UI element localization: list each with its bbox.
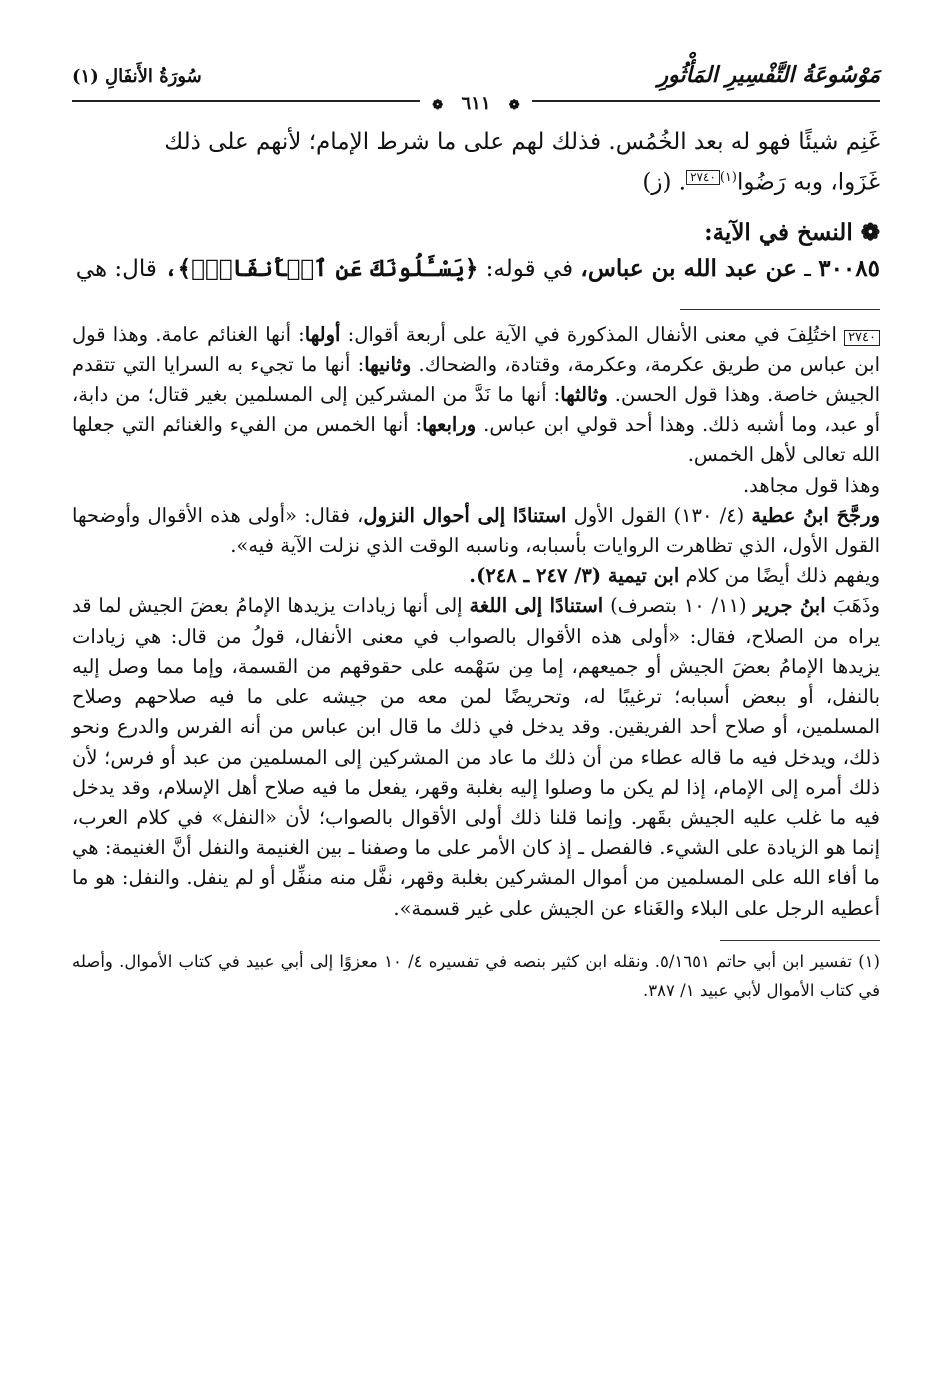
- commentary-bold: استنادًا إلى أحوال النزول: [363, 503, 567, 527]
- commentary-text: إلى أنها زيادات يزيدها الإمامُ بعضَ الجيش لما قد يراه من الصلاح، فقال: «أولى هذه الأقوال بالصواب في معنى الأنفال، قولُ من قال: هي زيادات يزيدها الإمامُ بعضَ الجيش أو جميعهم، إما مِن سَهْمه على حقوقهم من القسمة، وإما مما وصل إليه بالنفل، أو ببعض أسبابه؛ ترغيبًا له، وتحريضًا لمن معه من جيشه على ما فيه صلاحهم وصلاح المسلمين، أو صلاح أحد الفريقين. وقد يدخل في ذلك ما قال ابن عباس من أنه الفرس والدرع ونحو ذلك، ويدخل فيه ما قاله عطاء من أن ذلك ما عاد من المشركين إلى المسلمين من عبد أو فرس؛ لأن ذلك أمره إلى الإمام، إذا لم يكن ما وصلوا إليه بغلبة وقهر، يفعل ما فيه صلاح أهل الإسلام، وقد يدخل فيه ما غلب عليه الجيش بقَهر. وإنما قلنا ذلك أولى الأقوال بالصواب؛ لأن «النفل» في كلام العرب، إنما هو الزيادة على الشيء. فالفصل ـ إذ كان الأمر على ما وصفنا ـ بين الغنيمة والنفل أنَّ الغنيمة: هي ما أفاء الله على المسلمين من أموال المشركين بغلبة وقهر، نفَّل منه منفِّل أو لم ينفل. والنفل: هو ما أعطيه الرجل على البلاء والغَناء عن الجيش على غير قسمة».: [72, 594, 880, 920]
- page-number: ٦١١: [455, 93, 496, 114]
- commentary-bold: ورابعها: [422, 413, 477, 437]
- commentary-citation: (٤/ ١٣٠): [673, 503, 745, 527]
- commentary-bold: ابنُ جرير: [753, 594, 826, 618]
- commentary-bold: أولها: [304, 322, 341, 346]
- hadith-narrator: عن عبد الله بن عباس،: [580, 254, 797, 282]
- main-line-2-end: . (ز): [642, 169, 687, 196]
- commentary-text: : أنها ما نَدَّ من المشركين إلى المسلمين بغير قتال؛ من دابة، أو عبد، وما أشبه ذلك. وهذا أحد قولي ابن عباس.: [72, 383, 880, 437]
- commentary-block: [72, 320, 880, 924]
- commentary-bold: وثالثها: [560, 383, 608, 407]
- footnote-1: (١) تفسير ابن أبي حاتم ٥/١٦٥١. ونقله ابن كثير بنصه في تفسيره ٤/ ١٠ معزوًا إلى أبي عبيد في كتاب الأموال. وأصله في كتاب الأموال لأبي عبيد ١/ ٣٨٧.: [72, 951, 880, 1000]
- commentary-para-4: [72, 591, 880, 923]
- commentary-text: القول الأول: [573, 503, 667, 527]
- hadith-line: [72, 251, 880, 287]
- footnotes: [72, 947, 880, 1005]
- commentary-text: : أنها ما تجيء به السرايا التي تتقدم الجيش خاصة. وهذا قول الحسن.: [72, 352, 881, 407]
- running-header: [72, 58, 880, 114]
- main-text: [72, 124, 880, 287]
- commentary-text: : أنها الغنائم عامة. وهذا قول ابن عباس من طريق عكرمة، وعكرمة، وقتادة، والضحاك.: [72, 322, 880, 376]
- commentary-separator: [680, 309, 880, 310]
- hadith-end: قال: هي: [75, 255, 157, 282]
- commentary-para-2: [72, 501, 880, 561]
- commentary-para-1: [72, 320, 880, 471]
- commentary-text: اختُلِفَ في معنى الأنفال المذكورة في الآية على أربعة أقوال:: [347, 322, 837, 346]
- page: [72, 58, 880, 1348]
- commentary-para-1b: وهذا قول مجاهد.: [742, 473, 880, 497]
- quran-quote: ﴿يَسْـَٔلُونَكَ عَنِ ٱلۡأَنفَالِۖ﴾،: [164, 254, 479, 282]
- main-line-1: غَنِم شيئًا فهو له بعد الخُمُس. فذلك لهم على ما شرط الإمام؛ لأنهم على ذلك: [164, 129, 880, 155]
- surah-title: سُورَةُ الأَنفَالِ (١): [72, 66, 202, 87]
- commentary-bold: استنادًا إلى اللغة: [469, 594, 604, 618]
- footnote-ref-1[interactable]: (١): [719, 170, 737, 185]
- commentary-tag-ref[interactable]: ٢٧٤٠: [686, 170, 720, 185]
- commentary-tag: ٢٧٤٠: [844, 330, 880, 346]
- commentary-text: وذَهَبَ: [832, 594, 881, 618]
- commentary-text: ويفهم ذلك أيضًا من كلام: [685, 564, 880, 588]
- commentary-bold: ابن تيمية (٣/ ٢٤٧ ـ ٢٤٨).: [469, 564, 680, 588]
- page-number-row: [72, 94, 880, 116]
- commentary-citation: (١١/ ١٠ بتصرف): [610, 594, 747, 618]
- main-line-2-text: غَزَوا، وبه رَضُوا: [736, 169, 880, 196]
- commentary-para-3: [72, 561, 880, 591]
- hadith-dash: ـ: [804, 255, 811, 282]
- hadith-number: ٣٠٠٨٥: [818, 254, 880, 282]
- book-title: مَوْسُوعَةُ التَّفْسِيرِ المَأْثُورِ: [657, 62, 880, 88]
- ornament-left-icon: ❁: [426, 98, 449, 113]
- main-line-2: [72, 160, 880, 201]
- hadith-mid: في قوله:: [485, 255, 574, 282]
- section-heading: ❁ النسخ في الآية:: [704, 218, 880, 246]
- commentary-bold: وثانيها: [364, 352, 412, 376]
- footnote-separator: [720, 940, 880, 941]
- commentary-text: ، فقال: «أولى هذه الأقوال وأوضحها القول الأول، الذي تظاهرت الروايات بأسبابه، وناسبه الوقت الذي نزلت الآية فيه».: [72, 503, 880, 558]
- commentary-bold: ورجَّحَ ابنُ عطية: [751, 503, 881, 527]
- ornament-right-icon: ❁: [503, 98, 526, 113]
- commentary-text: : أنها الخمس من الفيء والغنائم التي جعلها الله تعالى لأهل الخمس.: [72, 413, 880, 467]
